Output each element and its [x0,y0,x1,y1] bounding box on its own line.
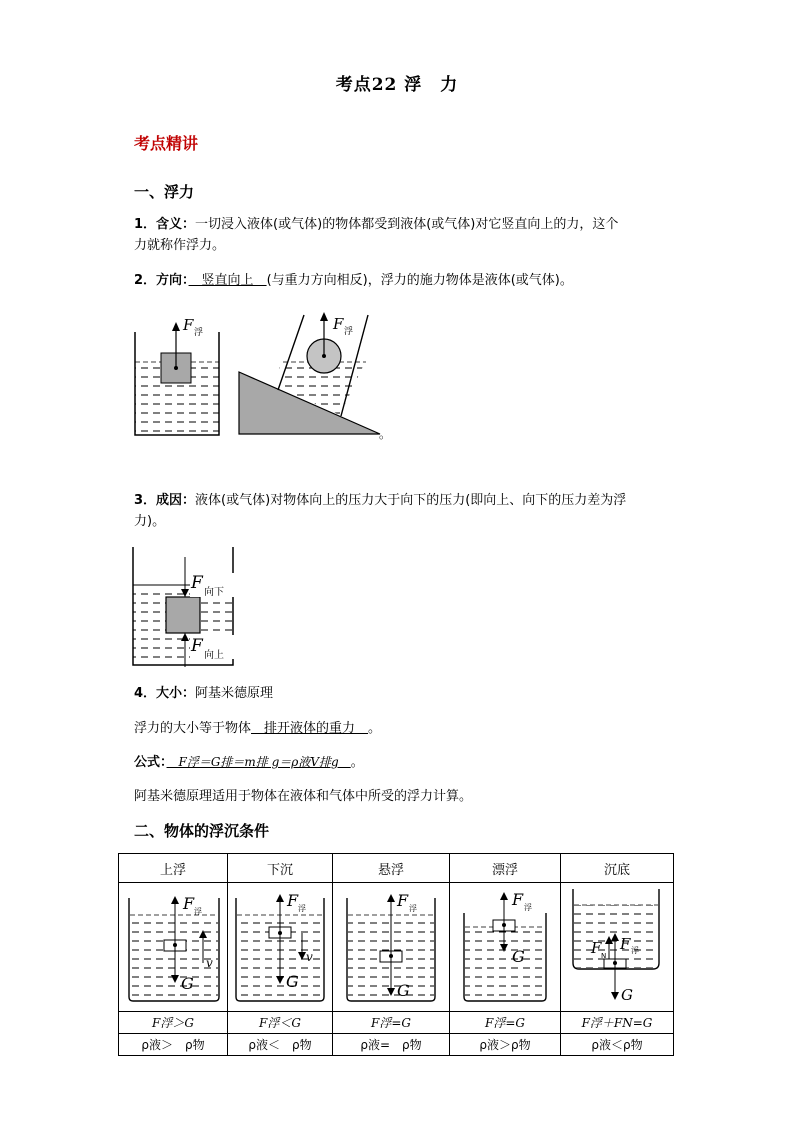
svg-text:v: v [206,956,213,970]
force-label: F [183,316,194,334]
svg-text:浮: 浮 [298,904,306,913]
svg-text:F: F [191,573,203,593]
svg-text:F: F [591,939,602,957]
diagram-rise [119,883,228,1012]
header-rise: 上浮 [119,854,228,883]
archimedes-statement: 浮力的大小等于物体 排开液体的重力 。 [134,721,382,736]
svg-text:F: F [333,315,344,333]
definition-text-2: 力就称作浮力。 [134,238,226,253]
svg-text:浮: 浮 [409,904,417,913]
svg-text:v: v [306,950,313,964]
cause-paragraph: 3．成因：液体(或气体)对物体向上的压力大于向下的压力(即向上、向下的压力差为浮 力)。 [134,493,627,529]
definition-text: 一切浸入液体(或气体)的物体都受到液体(或气体)对它竖直向上的力，这个 [195,217,619,232]
svg-text:G: G [512,947,525,966]
formula-label: 公式： [134,755,167,770]
density-condition-suspend: ρ液= ρ物 [333,1034,450,1056]
density-condition-rise: ρ液＞ ρ物 [119,1034,228,1056]
magnitude-label: 4．大小： [134,686,196,701]
svg-text:G: G [286,972,299,991]
svg-text:G: G [181,974,194,993]
section-heading-key-points: 考点精讲 [134,134,199,153]
archimedes-scope: 阿基米德原理适用于物体在液体和气体中所受的浮力计算。 [134,789,473,804]
header-suspend: 悬浮 [333,854,450,883]
magnitude-paragraph: 4．大小：阿基米德原理 [134,686,274,701]
svg-text:浮: 浮 [631,946,639,955]
svg-text:G: G [621,986,633,1004]
direction-label: 2．方向： [134,273,189,288]
section-heading-buoyancy: 一、浮力 [134,183,195,201]
force-condition-suspend: F浮=G [333,1012,450,1034]
pressure-difference-figure [128,545,238,671]
density-condition-bottom: ρ液＜ρ物 [561,1034,674,1056]
diagram-bottom [561,883,674,1012]
arrow-up-icon [320,312,328,321]
svg-text:F: F [512,890,524,909]
definition-label: 1．含义： [134,217,196,232]
header-sink: 下沉 [228,854,333,883]
svg-text:F: F [191,636,203,656]
force-condition-float: F浮=G [450,1012,561,1034]
direction-text: (与重力方向相反)，浮力的施力物体是液体(或气体)。 [266,273,573,288]
force-condition-sink: F浮＜G [228,1012,333,1034]
svg-text:F: F [620,935,631,953]
diagram-suspend [333,883,450,1012]
svg-text:F: F [287,891,299,910]
density-condition-float: ρ液＞ρ物 [450,1034,561,1056]
cause-label: 3．成因： [134,493,196,508]
svg-text:F: F [397,891,409,910]
svg-text:浮: 浮 [344,327,354,337]
force-condition-rise: F浮＞G [119,1012,228,1034]
svg-text:G: G [397,981,410,1000]
buoyancy-direction-figure [128,310,398,442]
header-bottom: 沉底 [561,854,674,883]
formula-line: 公式： F浮＝G排＝m排 g＝ρ液V排g 。 [134,755,364,770]
svg-text:浮: 浮 [524,903,532,912]
diagram-float [450,883,561,1012]
svg-text:F: F [183,894,195,913]
svg-text:向上: 向上 [204,650,224,661]
svg-text:向下: 向下 [204,587,224,598]
header-float: 漂浮 [450,854,561,883]
svg-text:N: N [601,952,607,960]
force-condition-bottom: F浮＋FN=G [561,1012,674,1034]
archimedes-blank: 排开液体的重力 [251,721,369,736]
diagram-sink [228,883,333,1012]
float-sink-table [118,853,674,1056]
formula-blank: F浮＝G排＝m排 g＝ρ液V排g [166,755,351,769]
direction-blank: 竖直向上 [188,273,267,288]
submerged-cube [166,597,200,633]
force-sub: 浮 [194,328,204,338]
page-title: 考点22 浮 力 [335,75,459,95]
definition-paragraph [134,214,664,256]
svg-text:浮: 浮 [194,907,202,916]
direction-paragraph [134,270,674,291]
section-heading-float-sink: 二、物体的浮沉条件 [134,822,270,840]
density-condition-sink: ρ液＜ ρ物 [228,1034,333,1056]
svg-text:。: 。 [379,427,392,441]
arrow-up-icon [172,322,180,331]
